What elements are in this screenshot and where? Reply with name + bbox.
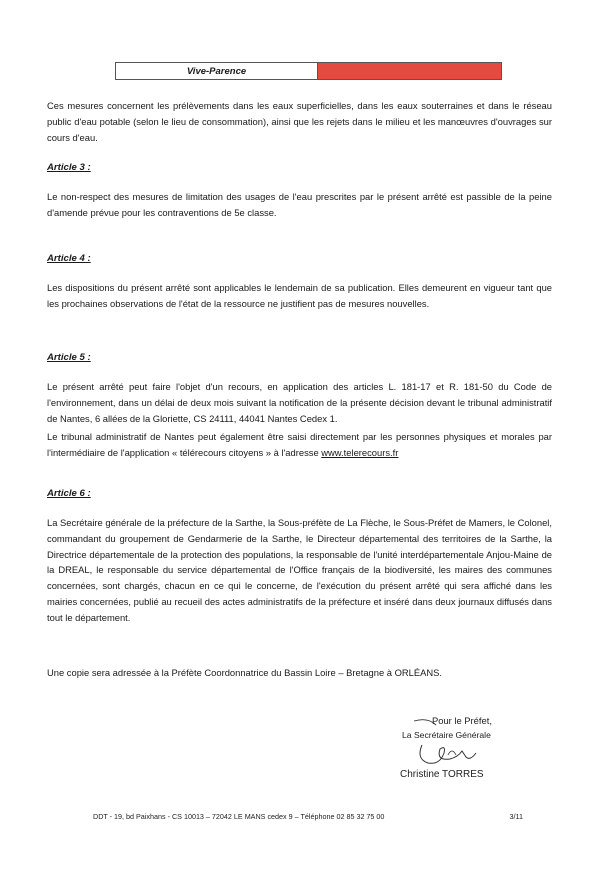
copy-note: Une copie sera adressée à la Préfète Coordonnatrice du Bassin Loire – Bretagne à ORLÉANS. (47, 667, 443, 678)
signature-line-2: La Secrétaire Générale (402, 730, 491, 740)
article-6-heading: Article 6 : (47, 488, 91, 499)
signature-line-1: Pour le Préfet, (432, 715, 492, 726)
classification-label: Vive-Parence (116, 63, 318, 79)
signature-block (392, 715, 562, 785)
article-3-text: Le non-respect des mesures de limitation des usages de l'eau prescrites par le présent arrêté est passible de la peine d'amende prévue pour les contraventions de 5e classe. (47, 191, 552, 218)
article-5-heading: Article 5 : (47, 352, 91, 363)
article-4-heading: Article 4 : (47, 253, 91, 264)
article-3-heading: Article 3 : (47, 162, 91, 173)
classification-box (115, 62, 502, 80)
article-4-text: Les dispositions du présent arrêté sont applicables le lendemain de sa publication. Elles demeurent en vigueur tant que les prochaines observations de l'état de la ressource ne justifient pas de mesures nouvelles. (47, 282, 552, 309)
classification-color-swatch (318, 63, 501, 79)
article-5-text: Le présent arrêté peut faire l'objet d'un recours, en application des articles L. 181-17 et R. 181-50 du Code de l'environnement, dans un délai de deux mois suivant la notification de la présente décision devant le tribunal administratif de Nantes, 6 allées de la Gloriette, CS 24111, 44041 Nantes Cedex 1. (47, 381, 552, 424)
footer-address: DDT - 19, bd Paixhans - CS 10013 – 72042 LE MANS cedex 9 – Téléphone 02 85 32 75 00 (93, 812, 385, 821)
article-5-text-2-body: Le tribunal administratif de Nantes peut également être saisi directement par les personnes physiques et morales par l'intermédiaire de l'application « télérecours citoyens » à l'adresse (47, 431, 552, 458)
page-number: 3/11 (509, 812, 523, 821)
page-footer (93, 812, 523, 821)
signatory-name: Christine TORRES (400, 769, 484, 780)
article-5-text-2 (47, 429, 552, 461)
telerecours-link[interactable]: www.telerecours.fr (321, 446, 399, 458)
intro-paragraph: Ces mesures concernent les prélèvements dans les eaux superficielles, dans les eaux souterraines et dans le réseau public d'eau potable (selon le lieu de consommation), ainsi que les rejets dans le milieu et les manœuvres d'ouvrages sur cours d'eau. (47, 100, 552, 143)
article-6-text: La Secrétaire générale de la préfecture de la Sarthe, la Sous-préfète de La Flèche, le Sous-Préfet de Mamers, le Colonel, commandant du groupement de Gendarmerie de la Sarthe, le Directeur départemental des territoires de la Sarthe, la Directrice départementale de la protection des populations, la responsable de l'unité interdépartementale Anjou-Maine de la DREAL, le responsable du service départemental de l'Office français de la biodiversité, les maires des communes concernées, sont chargés, chacun en ce qui le concerne, de l'exécution du présent arrêté qui sera affiché dans les mairies concernées, publié au recueil des actes administratifs de la préfecture et inséré dans deux journaux diffusés dans tout le département. (47, 517, 552, 623)
